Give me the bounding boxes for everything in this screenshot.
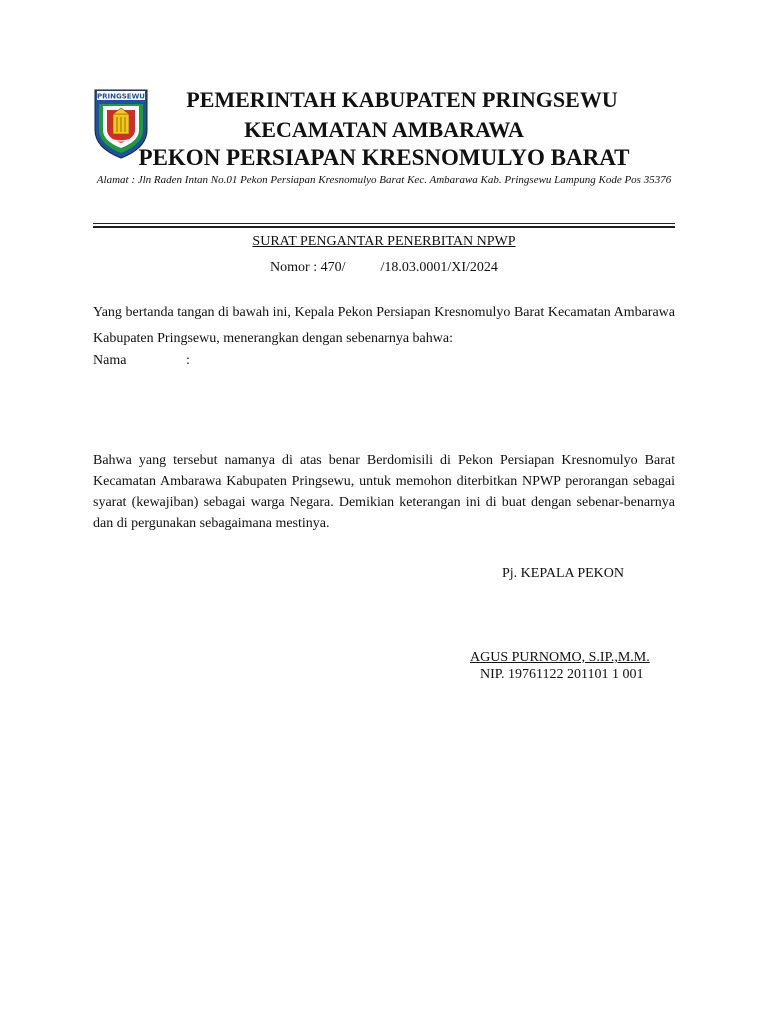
signatory-nip: NIP. 19761122 201101 1 001 [480, 667, 644, 682]
letter-number-text: Nomor : 470/ /18.03.0001/XI/2024 [270, 260, 498, 275]
letterhead-district: KECAMATAN AMBARAWA [244, 117, 524, 142]
body-paragraph: Bahwa yang tersebut namanya di atas benar Berdomisili di Pekon Persiapan Kresnomulyo Barat Kecamatan Ambarawa Kabupaten Pringsewu, untuk memohon diterbitkan NPWP perorangan sebagai syarat (kewajiban) sebagai warga Negara. Demikian keterangan ini di buat dengan sebenar-benarnya dan di pergunakan sebagaimana mestinya. [93, 453, 675, 531]
letter-number [0, 260, 768, 276]
letterhead-address: Alamat : Jln Raden Intan No.01 Pekon Persiapan Kresnomulyo Barat Kec. Ambarawa Kab. Pringsewu Lampung Kode Pos 35376 [96, 174, 672, 186]
letter-title: SURAT PENGANTAR PENERBITAN NPWP [252, 234, 516, 249]
opening-paragraph: Yang bertanda tangan di bawah ini, Kepala Pekon Persiapan Kresnomulyo Barat Kecamatan Ambarawa Kabupaten Pringsewu, menerangkan dengan sebenarnya bahwa: [93, 305, 675, 346]
letterhead-village: PEKON PERSIAPAN KRESNOMULYO BARAT [138, 145, 630, 170]
svg-text:PRINGSEWU: PRINGSEWU [97, 92, 145, 101]
signatory-name: AGUS PURNOMO, S.IP.,M.M. [470, 650, 650, 665]
name-field-row [93, 353, 190, 369]
letterhead-divider-thick [93, 226, 675, 228]
name-label: Nama [93, 353, 127, 368]
signatory-position: Pj. KEPALA PEKON [502, 566, 625, 581]
letterhead-government: PEMERINTAH KABUPATEN PRINGSEWU [186, 87, 618, 112]
name-colon: : [186, 353, 190, 368]
letterhead-divider-thin [93, 223, 675, 224]
